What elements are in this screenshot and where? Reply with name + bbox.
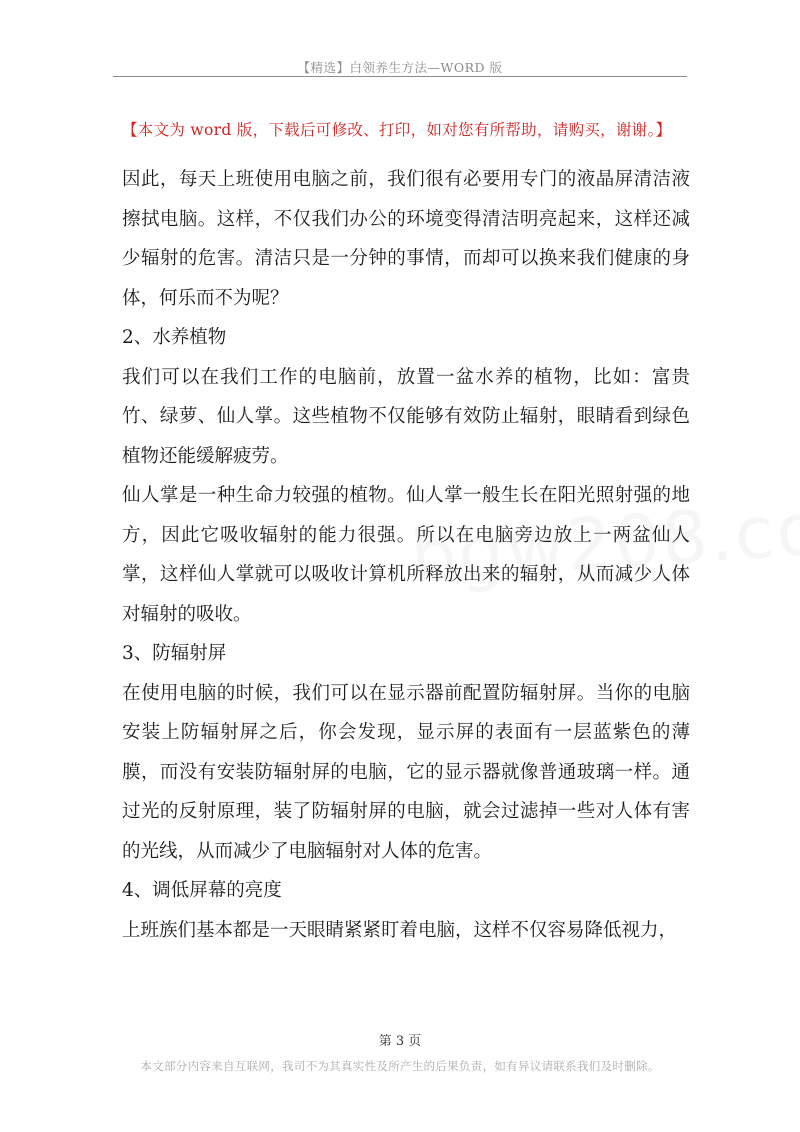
section-heading: 3、防辐射屏 [122,643,227,664]
section-heading: 4、调低屏幕的亮度 [122,880,282,901]
document-body [122,160,690,950]
body-paragraph: 仙人掌是一种生命力较强的植物。仙人掌一般生长在阳光照射强的地方，因此它吸收辐射的能力很强。所以在电脑旁边放上一两盆仙人掌，这样仙人掌就可以吸收计算机所释放出来的辐射，从而减少人体对辐射的吸收。 [122,485,690,625]
body-paragraph: 上班族们基本都是一天眼睛紧紧盯着电脑，这样不仅容易降低视力， [122,919,678,941]
section-heading: 2、水养植物 [122,327,227,348]
body-paragraph: 因此，每天上班使用电脑之前，我们很有必要用专门的液晶屏清洁液擦拭电脑。这样，不仅我们办公的环境变得清洁明亮起来，这样还减少辐射的危害。清洁只是一分钟的事情，而却可以换来我们健康的身体，何乐而不为呢？ [122,169,690,309]
body-paragraph: 我们可以在我们工作的电脑前，放置一盆水养的植物，比如：富贵竹、绿萝、仙人掌。这些植物不仅能够有效防止辐射，眼睛看到绿色植物还能缓解疲劳。 [122,366,690,467]
notice-banner: 【本文为 word 版，下载后可修改、打印，如对您有所帮助，请购买，谢谢。】 [122,121,672,139]
page-footer: 本文部分内容来自互联网，我司不为其真实性及所产生的后果负责，如有异议请联系我们及时删除。 [140,1059,660,1073]
header-divider [113,76,687,77]
page-header: 【精选】白领养生方法—WORD 版 [297,60,503,75]
body-paragraph: 在使用电脑的时候，我们可以在显示器前配置防辐射屏。当你的电脑安装上防辐射屏之后，你会发现，显示屏的表面有一层蓝紫色的薄膜，而没有安装防辐射屏的电脑，它的显示器就像普通玻璃一样。通过光的反射原理，装了防辐射屏的电脑，就会过滤掉一些对人体有害的光线，从而减少了电脑辐射对人体的危害。 [122,682,690,862]
page-number: 第 3 页 [378,1034,422,1049]
